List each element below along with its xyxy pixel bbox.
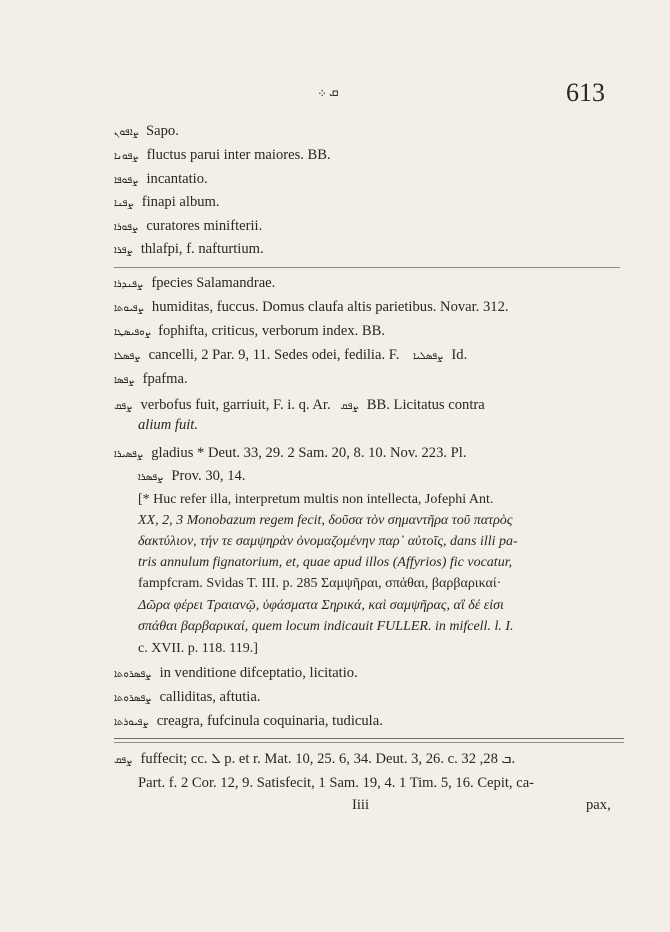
syriac-headword: ܨܦܣܠܐ — [114, 351, 141, 362]
entry-line — [114, 444, 467, 464]
entry-line — [114, 240, 264, 260]
entry-line — [114, 274, 275, 294]
note-line: Δῶρα φέρει Τραιανῷ, ὑφάσματα Σηρικά, καὶ σαμψῆρας, αἳ δέ εἰσι — [138, 598, 504, 613]
entry-line — [114, 322, 385, 342]
entry-line — [114, 396, 485, 416]
arabic-word: ܨܦܩ — [340, 401, 359, 412]
entry-gloss: verbofus fuit, garriuit, F. i. q. Ar. — [140, 397, 331, 413]
syriac-headword: ܨܦܘܦܐ — [114, 175, 139, 186]
entry-line — [138, 467, 245, 487]
entry-continuation: alium fuit. — [138, 417, 198, 433]
section-rule — [114, 267, 620, 268]
footer-text: fuffecit; cc. ܠ p. et r. Mat. 10, 25. 6, 34. Deut. 3, 26. c. ܒ 28, 32. — [140, 751, 516, 767]
entry-tail: BB. Licitatus contra — [366, 397, 485, 413]
syriac-headword: ܨܦܩ — [114, 401, 133, 412]
entry-line — [114, 217, 262, 237]
entry-gloss: thlafpi, f. nafturtium. — [140, 241, 264, 257]
entry-gloss: creagra, fufcinula coquinaria, tudicula. — [156, 713, 383, 729]
footer-line — [114, 750, 515, 770]
entry-gloss: in venditione difceptatio, licitatio. — [159, 665, 358, 681]
note-line: δακτύλιον, τήν τε σαμψηρὰν ὀνομαζομένην παρ᾽ αὐτοῖς, dans illi pa- — [138, 534, 518, 549]
syriac-headword: ܨܦܣܪܘܬܐ — [114, 669, 152, 680]
syriac-headword: ܨܦܪܐ — [114, 245, 133, 256]
syriac-headword: ܨܦܣܝܪܐ — [114, 449, 144, 460]
syriac-headword: ܨܦܝܘܬܐ — [114, 303, 144, 314]
footer-rule — [114, 738, 624, 739]
entry-gloss: finapi album. — [141, 194, 220, 210]
entry-gloss: Prov. 30, 14. — [171, 468, 246, 484]
entry-line — [114, 370, 188, 390]
entry-line — [114, 346, 467, 366]
note-line: c. XVII. p. 118. 119.] — [138, 641, 258, 656]
syriac-headword: ܨܦܣܪܐ — [138, 472, 164, 483]
note-line: [* Huc refer illa, interpretum multis non intellecta, Jofephi Ant. — [138, 492, 494, 507]
entry-line — [114, 298, 509, 318]
syriac-headword: ܨܦܝܘܪܬܐ — [114, 717, 149, 728]
entry-gloss: fpecies Salamandrae. — [151, 275, 276, 291]
note-line: XX, 2, 3 Monobazum regem fecit, δοῦσα τὸν σημαντῆρα τοῦ πατρὸς — [138, 513, 513, 528]
entry-gloss: humiditas, fuccus. Domus claufa altis parietibus. Novar. 312. — [151, 299, 509, 315]
syriac-headword: ܨܦܢܐ — [114, 198, 134, 209]
footer-rule — [114, 742, 624, 743]
syriac-headword: ܨܦܢܕܪܐ — [114, 279, 144, 290]
note-line: tris annulum fignatorium, et, quae apud illos (Affyrios) fic vocatur, — [138, 555, 513, 570]
entry-line — [114, 146, 331, 166]
syriac-headword: ܨܦܩ — [114, 755, 133, 766]
syriac-variant: ܨܦܣܠܝܐ — [413, 351, 444, 362]
entry-tail: Id. — [451, 347, 468, 363]
entry-gloss: fophifta, criticus, verborum index. BB. — [158, 323, 386, 339]
entry-line — [114, 664, 358, 684]
syriac-headword: ܨܦܣܐ — [114, 375, 135, 386]
entry-line — [114, 712, 383, 732]
entry-line — [114, 170, 208, 190]
entry-gloss: fpafma. — [142, 371, 188, 387]
entry-gloss: cancelli, 2 Par. 9, 11. Sedes odei, fedilia. F. — [148, 347, 400, 363]
syriac-headword: ܨܘܦܝܣܛܐ — [114, 327, 151, 338]
entry-gloss: fluctus parui inter maiores. BB. — [146, 147, 331, 163]
entry-line — [114, 122, 179, 142]
entry-gloss: gladius * Deut. 33, 29. 2 Sam. 20, 8. 10. Nov. 223. Pl. — [151, 445, 467, 461]
entry-line — [114, 193, 220, 213]
entry-gloss: incantatio. — [146, 171, 208, 187]
catchword: pax, — [586, 797, 611, 813]
note-line: fampfcram. Svidas T. III. p. 285 Σαμψῆραι, σπάθαι, βαρβαρικαί· — [138, 576, 502, 591]
syriac-headword: ܨܦܣܪܘܬܐ — [114, 693, 152, 704]
syriac-headword: ܨܐܦܘܢ — [114, 127, 139, 138]
syriac-headword: ܨܦܘܢܐ — [114, 151, 139, 162]
page-number: 613 — [566, 78, 605, 107]
entry-gloss: Sapo. — [146, 123, 179, 139]
signature-mark: Iiii — [352, 797, 370, 813]
syriac-headword: ܨܦܘܪܐ — [114, 222, 139, 233]
entry-line — [114, 688, 260, 708]
note-line: σπάθαι βαρβαρικαί, quem locum indicauit FULLER. in mifcell. l. I. — [138, 619, 514, 634]
entry-gloss: curatores minifterii. — [146, 218, 263, 234]
header-mark: ܩ ܀ — [318, 84, 339, 99]
entry-gloss: calliditas, aftutia. — [159, 689, 261, 705]
footer-line: Part. f. 2 Cor. 12, 9. Satisfecit, 1 Sam. 19, 4. 1 Tim. 5, 16. Cepit, ca- — [138, 775, 535, 791]
